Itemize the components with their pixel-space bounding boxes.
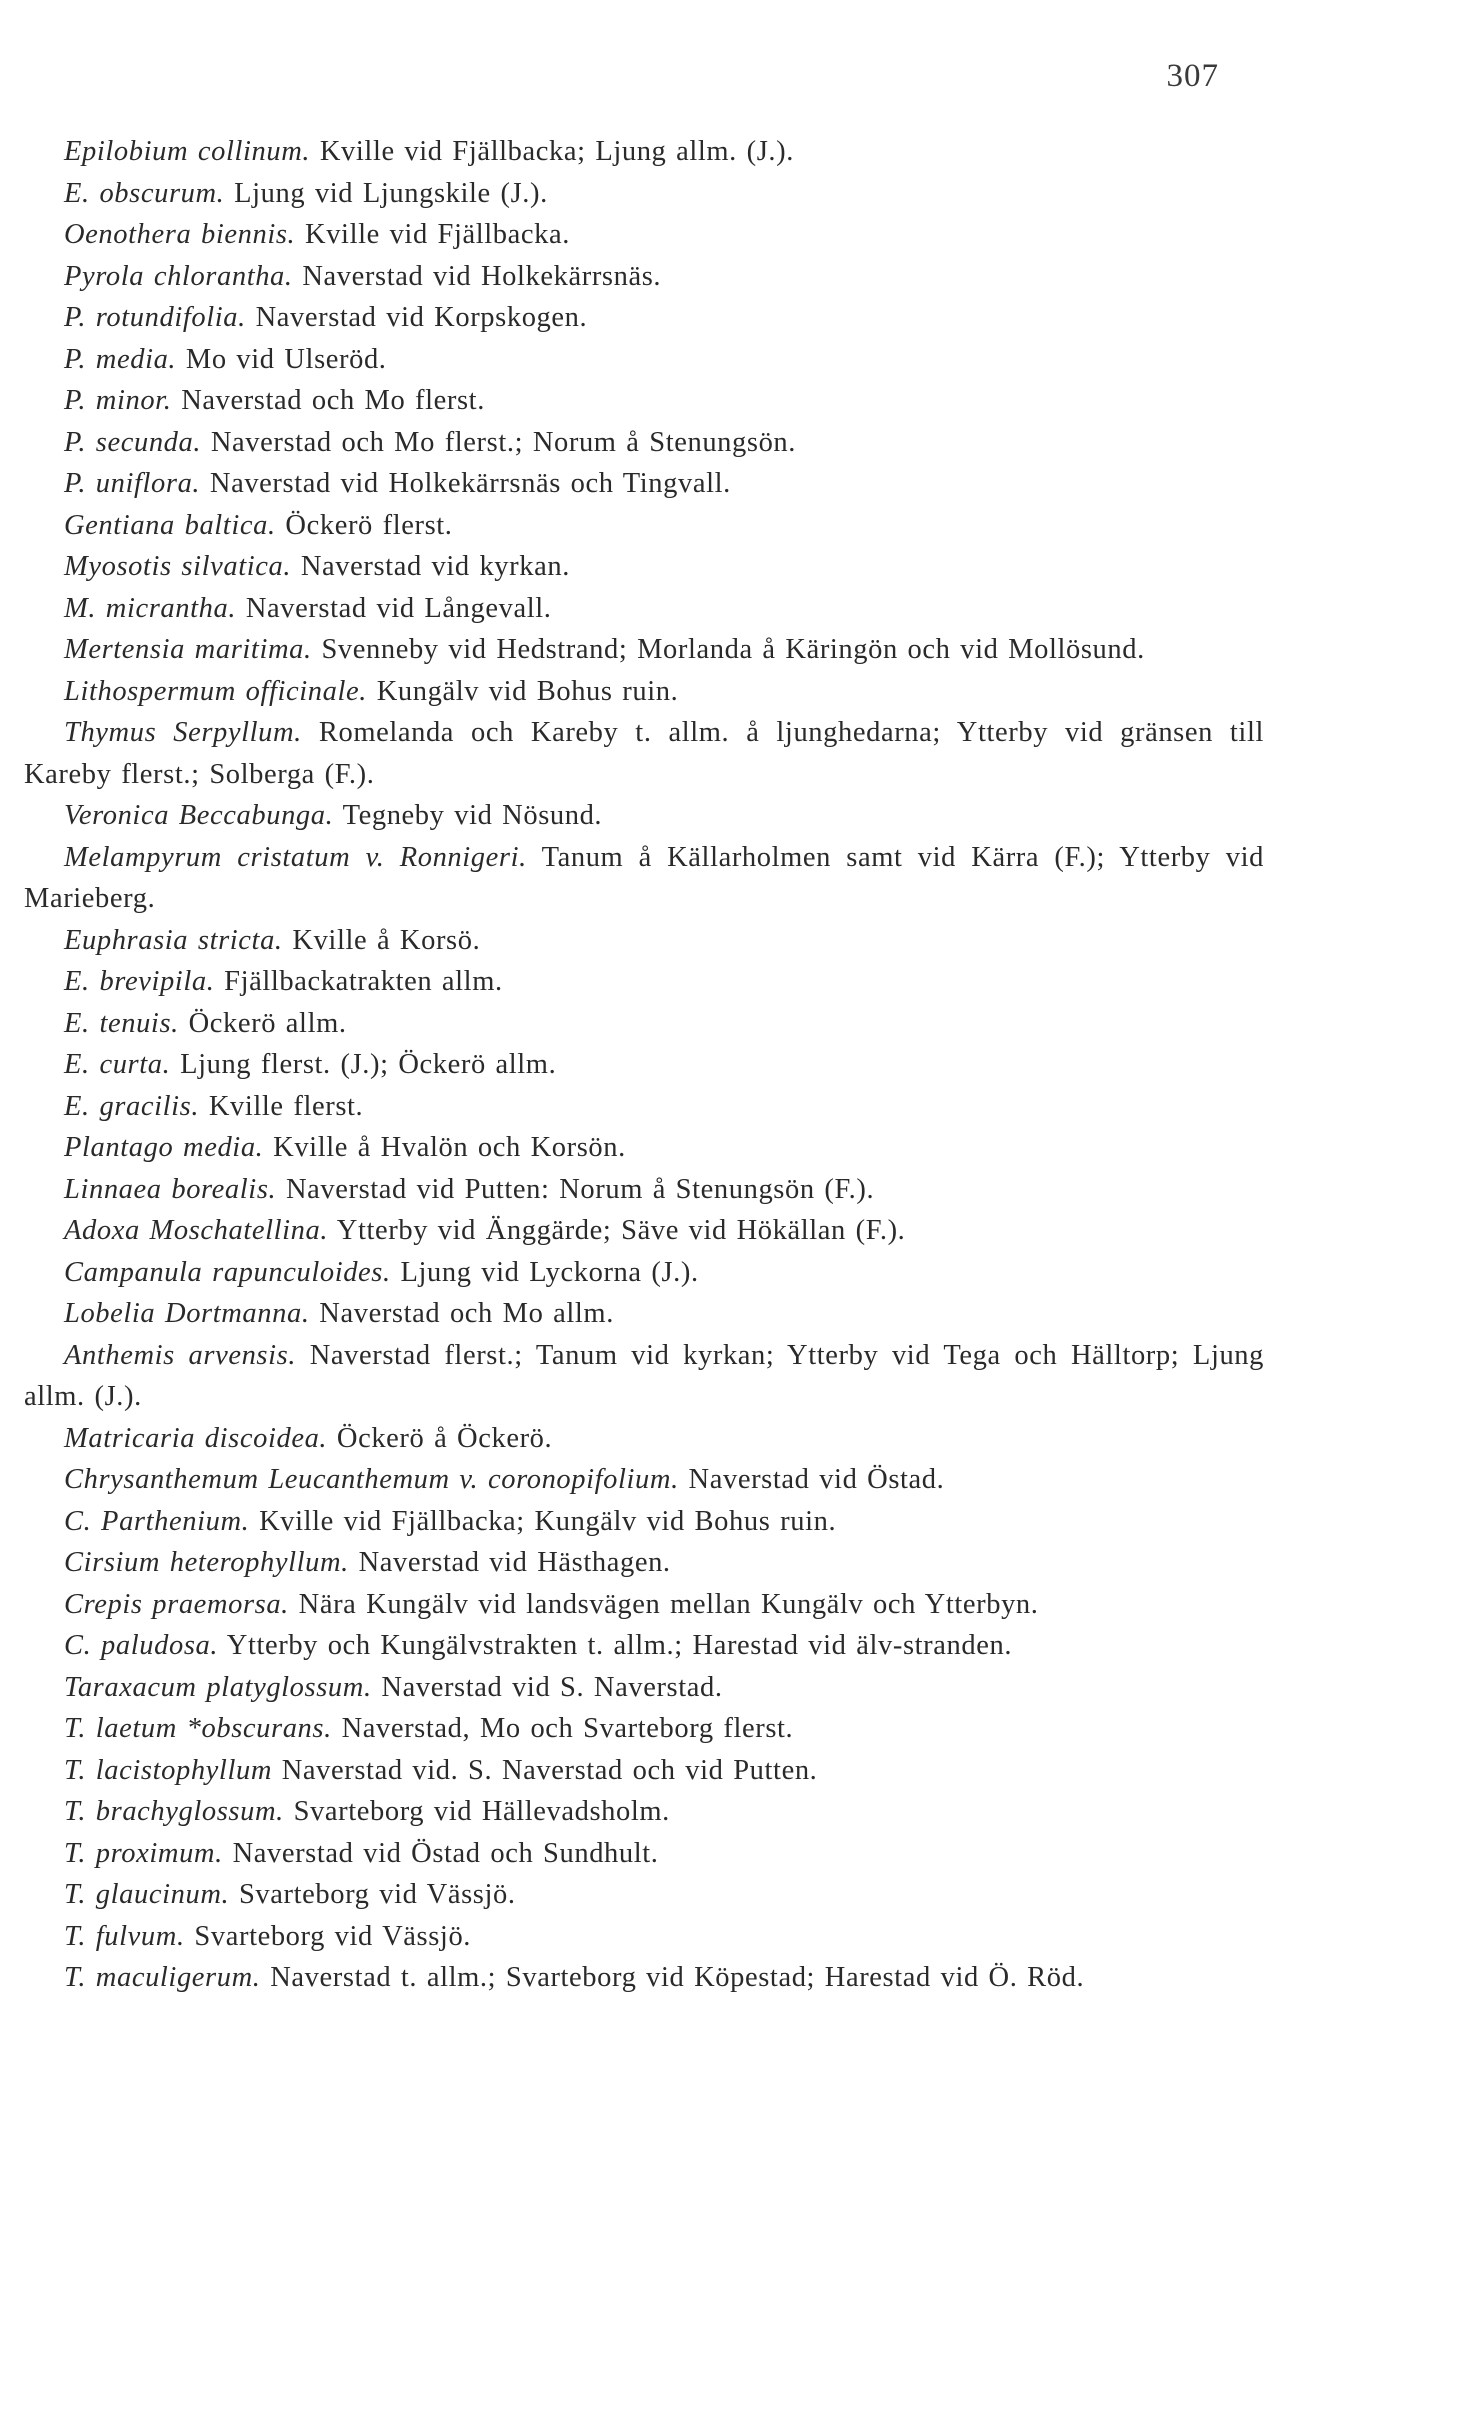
species-entry [24,1708,1264,1750]
locality-text: Mo vid Ulseröd. [185,343,387,375]
species-entry [24,297,1264,339]
locality-text: Svarteborg vid Hällevadsholm. [293,1796,670,1827]
locality-text: Kungälv vid Bohus ruin. [376,675,679,707]
locality-text: Ytterby och Kungälvstrakten t. allm.; Harestad vid älv-stranden. [226,1630,1013,1661]
species-name: P. rotundifolia. [64,302,246,333]
page-number: 307 [1166,58,1219,94]
locality-text: Fjällbackatrakten allm. [224,966,503,997]
species-entry [24,712,1264,795]
species-entry [24,214,1264,256]
species-name: T. laetum *obscurans. [64,1713,332,1744]
species-name: M. micrantha. [64,592,237,624]
locality-text: Ljung vid Ljungskile (J.). [234,177,548,209]
species-name: Campanula rapunculoides. [64,1256,391,1288]
locality-text: Svarteborg vid Vässjö. [194,1920,472,1952]
species-name: Lithospermum officinale. [64,675,367,707]
species-name: E. gracilis. [64,1090,200,1122]
locality-text: Naverstad vid Östad och Sundhult. [232,1837,659,1869]
species-name: Pyrola chlorantha. [64,260,293,292]
species-name: Taraxacum platyglossum. [64,1671,372,1703]
species-entry [24,1957,1264,1999]
species-entry [24,795,1264,837]
species-name: Veronica Beccabunga. [64,800,334,831]
locality-text: Tanum å Källarholmen samt vid Kärra (F.); Ytterby vid Marieberg. [24,841,1264,914]
locality-text: Naverstad vid Holkekärrsnäs och Tingvall. [209,468,731,499]
species-name: T. proximum. [64,1837,223,1869]
species-name: Cirsium heterophyllum. [64,1547,349,1578]
species-entry [24,1169,1264,1211]
species-name: Gentiana baltica. [64,509,276,541]
species-entry [24,1667,1264,1709]
species-entry [24,629,1264,671]
locality-text: Naverstad vid S. Naverstad. [381,1671,723,1703]
species-entry [24,588,1264,630]
species-entry [24,1542,1264,1584]
locality-text: Naverstad och Mo flerst.; Norum å Stenungsön. [210,426,796,458]
locality-text: Kville å Hvalön och Korsön. [273,1132,626,1163]
species-name: Lobelia Dortmanna. [64,1298,310,1329]
species-entry [24,671,1264,713]
species-entry [24,1127,1264,1169]
species-entry [24,1750,1264,1792]
species-entry [24,1874,1264,1916]
species-name: E. obscurum. [64,177,225,209]
species-entry [24,1459,1264,1501]
species-entry [24,1791,1264,1833]
species-name: T. glaucinum. [64,1879,230,1910]
species-name: C. paludosa. [64,1630,219,1661]
locality-text: Kville vid Fjällbacka; Kungälv vid Bohus ruin. [259,1505,837,1537]
species-name: T. maculigerum. [64,1962,261,1993]
species-name: Plantago media. [64,1132,264,1163]
species-entry [24,1044,1264,1086]
locality-text: Naverstad och Mo allm. [319,1298,614,1329]
species-name: Myosotis silvatica. [64,551,292,582]
species-name: Crepis praemorsa. [64,1588,289,1620]
species-name: P. secunda. [64,426,202,458]
species-entry [24,256,1264,298]
species-name: T. fulvum. [64,1920,185,1952]
locality-text: Naverstad vid Östad. [688,1464,945,1495]
locality-text: Naverstad vid kyrkan. [300,551,570,582]
species-entry [24,422,1264,464]
species-name: T. lacistophyllum [64,1754,272,1786]
species-name: E. curta. [64,1049,171,1080]
species-entry [24,920,1264,962]
species-name: T. brachyglossum. [64,1796,284,1827]
species-entry [24,1584,1264,1626]
species-entry [24,1501,1264,1543]
species-entry [24,546,1264,588]
locality-text: Öckerö flerst. [285,509,453,541]
species-entry [24,339,1264,381]
species-name: C. Parthenium. [64,1505,250,1537]
locality-text: Kville flerst. [208,1090,364,1122]
species-entry [24,1833,1264,1875]
locality-text: Tegneby vid Nösund. [342,800,603,831]
locality-text: Naverstad vid Hästhagen. [358,1547,671,1578]
locality-text: Kville å Korsö. [292,924,481,956]
species-entry [24,1916,1264,1958]
locality-text: Ljung flerst. (J.); Öckerö allm. [180,1049,557,1080]
locality-text: Naverstad vid Putten: Norum å Stenungsön (F.). [285,1173,875,1205]
species-name: Melampyrum cristatum v. Ronnigeri. [64,841,527,873]
locality-text: Öckerö å Öckerö. [336,1422,553,1454]
species-name: Linnaea borealis. [64,1173,277,1205]
species-entry [24,463,1264,505]
locality-text: Kville vid Fjällbacka; Ljung allm. (J.). [319,136,794,167]
species-entry [24,1003,1264,1045]
species-entry [24,1252,1264,1294]
locality-text: Svenneby vid Hedstrand; Morlanda å Käringön och vid Mollösund. [321,634,1145,665]
species-entry [24,1335,1264,1418]
locality-text: Ljung vid Lyckorna (J.). [400,1256,699,1288]
species-name: E. tenuis. [64,1007,179,1039]
locality-text: Naverstad flerst.; Tanum vid kyrkan; Ytterby vid Tega och Hälltorp; Ljung allm. (J.). [24,1339,1265,1412]
locality-text: Öckerö allm. [188,1007,347,1039]
species-name: P. uniflora. [64,468,201,499]
species-entry [24,1210,1264,1252]
species-entry [24,1293,1264,1335]
locality-text: Nära Kungälv vid landsvägen mellan Kungälv och Ytterbyn. [298,1588,1039,1620]
species-name: Adoxa Moschatellina. [64,1215,329,1246]
locality-text: Ytterby vid Änggärde; Säve vid Hökällan (F.). [336,1215,906,1246]
locality-text: Kville vid Fjällbacka. [305,219,570,250]
species-entry [24,961,1264,1003]
species-entry [24,1625,1264,1667]
species-name: Thymus Serpyllum. [64,717,302,748]
species-name: Oenothera biennis. [64,219,296,250]
species-entry [24,505,1264,547]
locality-text: Romelanda och Kareby t. allm. å ljunghedarna; Ytterby vid gränsen till Kareby flerst.; Solberga (F.). [24,717,1264,790]
locality-text: Naverstad t. allm.; Svarteborg vid Köpestad; Harestad vid Ö. Röd. [270,1962,1085,1993]
locality-text: Naverstad vid Korpskogen. [255,302,588,333]
species-name: Mertensia maritima. [64,634,312,665]
species-name: Matricaria discoidea. [64,1422,328,1454]
locality-text: Naverstad, Mo och Svarteborg flerst. [341,1713,794,1744]
locality-text: Naverstad vid Holkekärrsnäs. [302,260,662,292]
species-entry [24,1086,1264,1128]
species-name: Chrysanthemum Leucanthemum v. coronopifolium. [64,1464,679,1495]
species-entry [24,131,1264,173]
locality-text: Svarteborg vid Vässjö. [238,1879,516,1910]
species-entry [24,380,1264,422]
species-name: P. minor. [64,385,172,416]
species-entry [24,1418,1264,1460]
species-entry [24,173,1264,215]
species-name: P. media. [64,343,177,375]
species-list [24,131,1264,1999]
locality-text: Naverstad vid. S. Naverstad och vid Putten. [281,1754,818,1786]
species-name: Euphrasia stricta. [64,924,283,956]
species-entry [24,837,1264,920]
species-name: Epilobium collinum. [64,136,311,167]
locality-text: Naverstad vid Långevall. [245,592,552,624]
species-name: Anthemis arvensis. [64,1339,297,1371]
species-name: E. brevipila. [64,966,215,997]
locality-text: Naverstad och Mo flerst. [181,385,485,416]
